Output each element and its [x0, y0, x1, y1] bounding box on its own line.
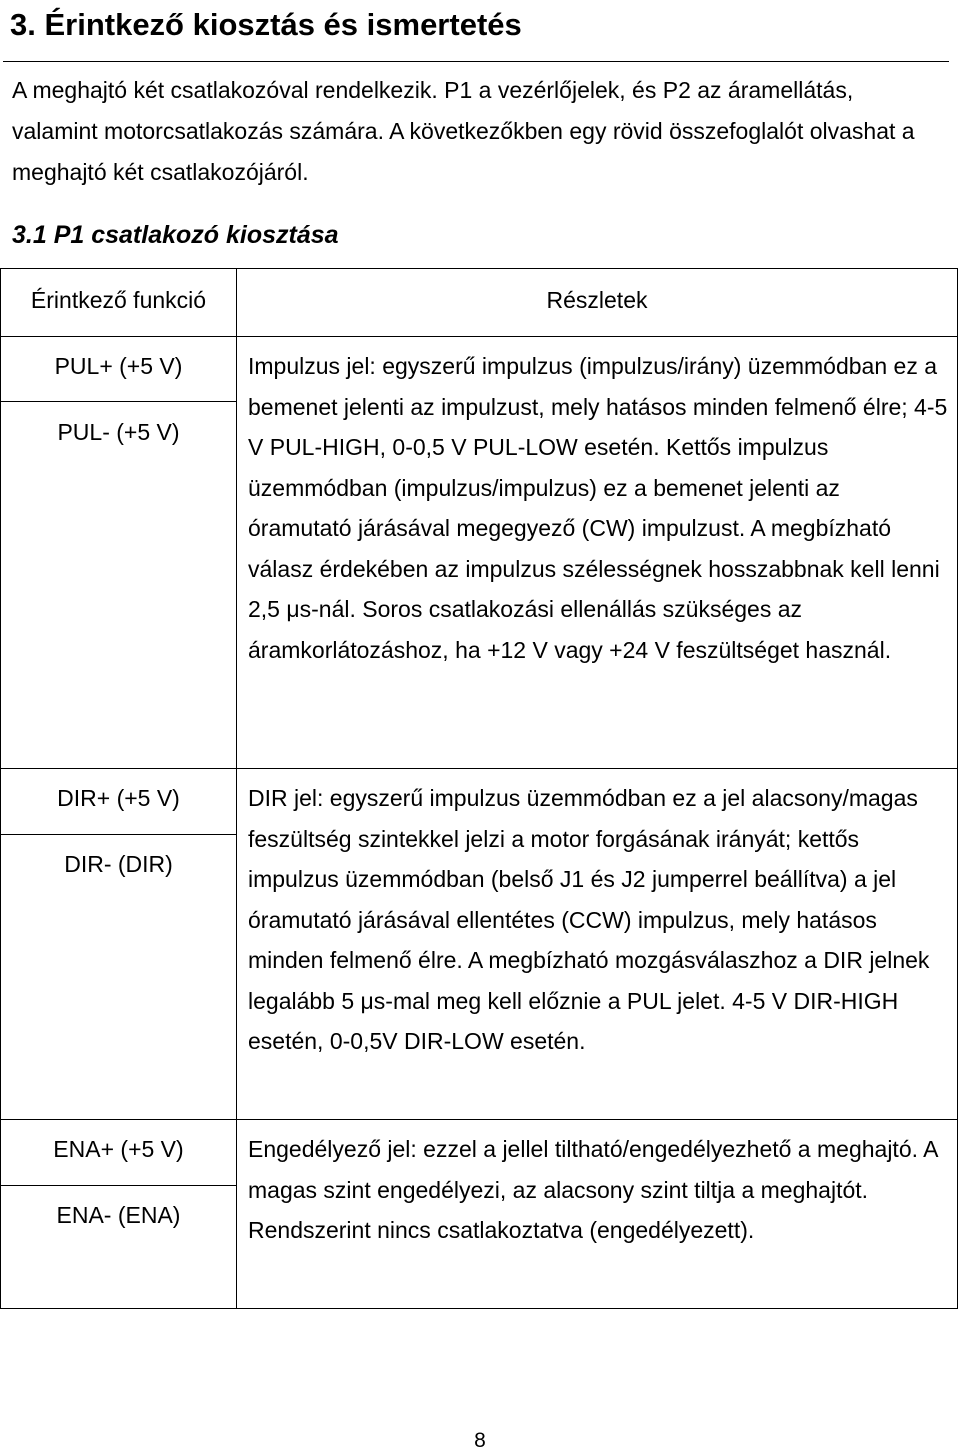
column-header-details: Részletek — [546, 287, 648, 313]
pin-details: Engedélyező jel: ezzel a jellel tiltható/engedélyezhető a meghajtó. A magas szint engedélyezi, az alacsony szint tiltja a meghajtót. Rendszerint nincs csatlakoztatva (engedélyezett). — [248, 1136, 938, 1243]
pin-label: PUL+ (+5 V) — [54, 353, 183, 379]
pin-divider — [1, 834, 236, 835]
header-divider — [1, 336, 957, 337]
heading-rule — [3, 61, 949, 62]
section-heading: 3. Érintkező kiosztás és ismertetés — [10, 7, 522, 42]
column-header-function: Érintkező funkció — [30, 287, 207, 313]
pin-label: PUL- (+5 V) — [57, 419, 180, 445]
column-divider — [236, 269, 237, 1308]
pin-label: DIR+ (+5 V) — [57, 785, 180, 811]
row-divider — [1, 1119, 957, 1120]
pin-label: DIR- (DIR) — [64, 851, 173, 877]
page-number: 8 — [474, 1429, 486, 1452]
pin-label: ENA+ (+5 V) — [53, 1136, 184, 1162]
pin-details: DIR jel: egyszerű impulzus üzemmódban ez a jel alacsony/magas feszültség szintekkel jelzi a motor forgásának irányát; kettős impulzus üzemmódban (belső J1 és J2 jumperrel beállítva) a jel óramutató járásával ellentétes (CCW) impulzus, mely hatásos minden felmenő élre. A megbízható mozgásválaszhoz a DIR jelnek legalább 5 μs-mal meg kell előznie a PUL jelet. 4-5 V DIR-HIGH esetén, 0-0,5V DIR-LOW esetén. — [248, 785, 930, 1054]
row-divider — [1, 768, 957, 769]
subsection-heading: 3.1 P1 csatlakozó kiosztása — [12, 221, 339, 249]
pin-divider — [1, 401, 236, 402]
pin-label: ENA- (ENA) — [56, 1202, 181, 1228]
pin-details: Impulzus jel: egyszerű impulzus (impulzus/irány) üzemmódban ez a bemenet jelenti az impulzust, mely hatásos minden felmenő élre; 4-5 V PUL-HIGH, 0-0,5 V PUL-LOW esetén. Kettős impulzus üzemmódban (impulzus/impulzus) ez a bemenet jelenti az óramutató járásával megegyező (CW) impulzust. A megbízható válasz érdekében az impulzus szélességnek hosszabbnak kell lenni 2,5 μs-nál. Soros csatlakozási ellenállás szükséges az áramkorlátozáshoz, ha +12 V vagy +24 V feszültséget használ. — [248, 353, 948, 663]
intro-paragraph: A meghajtó két csatlakozóval rendelkezik. P1 a vezérlőjelek, és P2 az áramellátás, valamint motorcsatlakozás számára. A következőkben egy rövid összefoglalót olvashat a meghajtó két csatlakozójáról. — [12, 77, 915, 185]
pin-assignment-table — [0, 268, 958, 1309]
pin-divider — [1, 1185, 236, 1186]
